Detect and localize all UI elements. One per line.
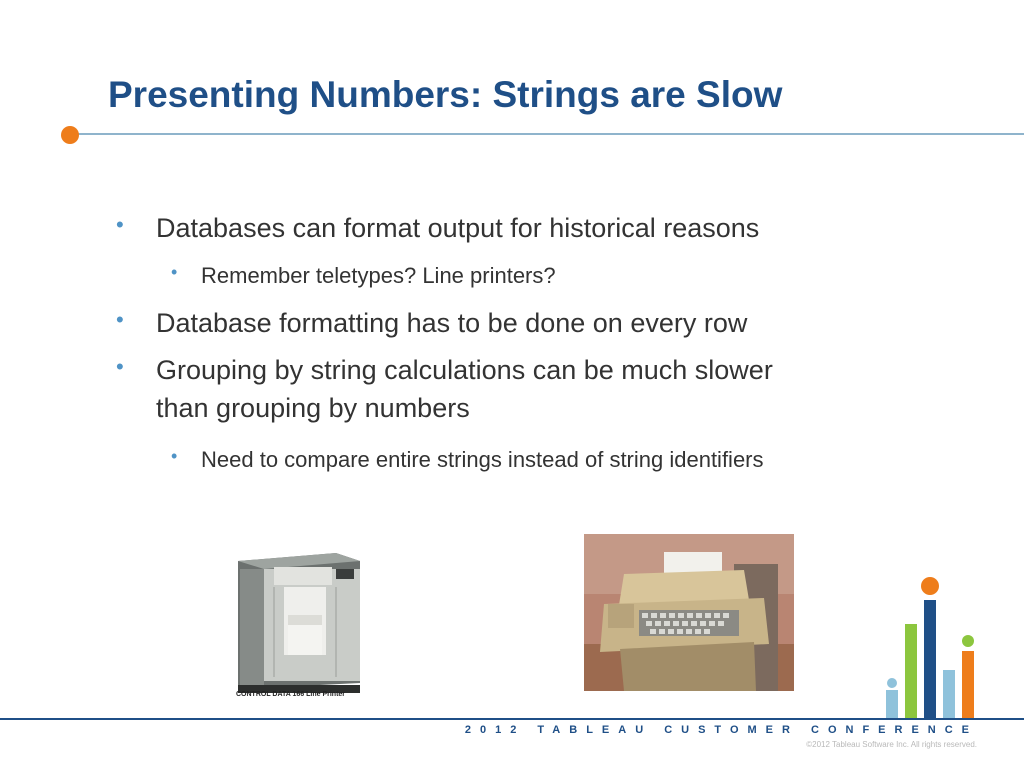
- bullet-text: Database formatting has to be done on every row: [156, 308, 748, 338]
- bullet-marker-icon: •: [116, 354, 124, 379]
- printer-caption: CONTROL DATA 166 Line Printer: [236, 691, 346, 698]
- sub-bullet-item: [171, 443, 841, 477]
- line-printer-image: [228, 543, 368, 708]
- bullet-item: [116, 209, 876, 247]
- bullet-text: Remember teletypes? Line printers?: [201, 263, 556, 288]
- bullet-marker-icon: •: [116, 212, 124, 237]
- sub-bullet-item: [171, 259, 861, 293]
- footer-divider: [0, 718, 1024, 720]
- bullet-item: [116, 304, 876, 342]
- bullet-text: Databases can format output for historical reasons: [156, 213, 760, 243]
- bullet-item: [116, 351, 796, 428]
- slide-title: Presenting Numbers: Strings are Slow: [108, 74, 783, 115]
- bullet-text: Need to compare entire strings instead of string identifiers: [201, 447, 764, 472]
- bullet-text: Grouping by string calculations can be much slower than grouping by numbers: [156, 355, 773, 424]
- conference-name: 2012 TABLEAU CUSTOMER CONFERENCE: [464, 724, 978, 736]
- title-accent-dot: [61, 126, 79, 144]
- conference-logo: [880, 574, 980, 720]
- bullet-marker-icon: •: [171, 262, 178, 282]
- teletype-photo: [584, 534, 794, 691]
- bullet-marker-icon: •: [171, 446, 178, 466]
- bullet-marker-icon: •: [116, 307, 124, 332]
- title-divider: [72, 133, 1024, 135]
- copyright-notice: ©2012 Tableau Software Inc. All rights reserved.: [806, 740, 977, 749]
